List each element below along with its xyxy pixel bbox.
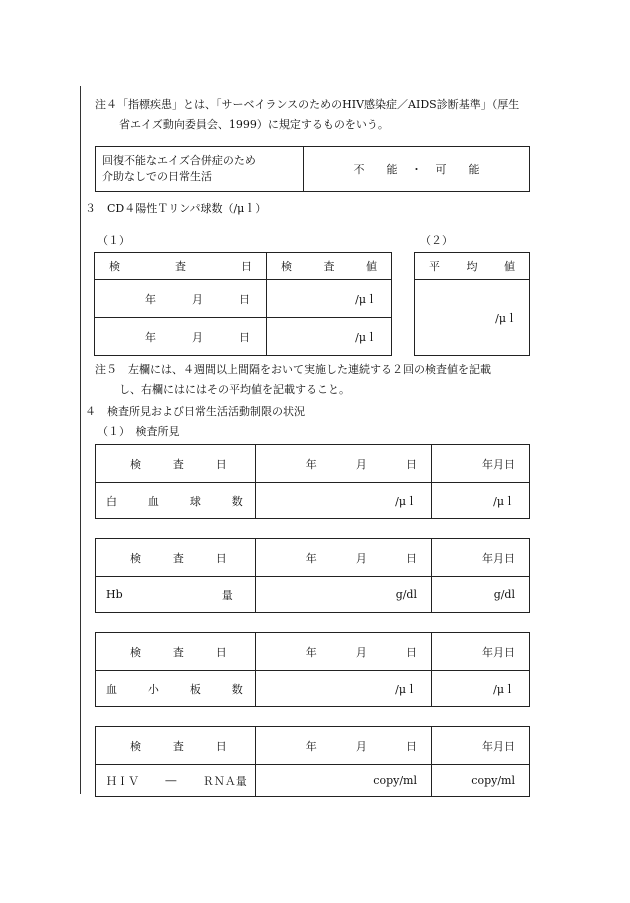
option-dot: ・	[411, 163, 422, 176]
label-char: 量	[221, 588, 233, 602]
h-char: 日	[241, 260, 252, 273]
section-3-title: ３ CD４陽性Ｔリンパ球数（/μｌ）	[85, 202, 267, 215]
month-label: 月	[493, 739, 504, 753]
h-char: 検	[130, 457, 141, 471]
lab-value-2[interactable]	[432, 765, 530, 797]
lab-date-label	[96, 633, 256, 671]
lab-item-label	[96, 765, 256, 797]
lab-table-hb	[95, 538, 530, 613]
h-char: 値	[504, 260, 515, 273]
unit-label: /μｌ	[495, 311, 517, 325]
year-label: 年	[145, 292, 156, 306]
label-char: 血	[106, 682, 117, 696]
recovery-table	[95, 146, 530, 192]
label-char: 球	[189, 494, 201, 508]
label-char: Hb	[106, 588, 123, 601]
h-char: 査	[323, 260, 335, 273]
cd4-value-1[interactable]	[267, 280, 392, 318]
lab-item-label	[96, 671, 256, 707]
h-char: 検	[109, 260, 120, 273]
h-char: 査	[172, 739, 184, 753]
lab-value-1[interactable]	[255, 671, 431, 707]
lab-table-wbc	[95, 444, 530, 519]
label-char: ＲＮＡ量	[202, 774, 247, 788]
month-label: 月	[355, 551, 367, 565]
month-label: 月	[192, 330, 203, 344]
h-char: 査	[172, 457, 184, 471]
lab-item-label	[96, 483, 256, 519]
note-4-line1: 注４「指標疾患」とは、｢サーベイランスのためのHIV感染症／AIDS診断基準｣（厚生	[95, 98, 520, 111]
left-margin-rule	[80, 86, 81, 794]
day-label: 日	[504, 645, 515, 659]
year-label: 年	[482, 739, 493, 753]
label-char: ―	[165, 774, 177, 787]
cd4-date-2[interactable]	[95, 318, 267, 356]
h-char: 検	[130, 551, 141, 565]
cd4-table	[94, 252, 392, 356]
cd4-value-2[interactable]	[267, 318, 392, 356]
note-5-line1: 注５ 左欄には、４週間以上間隔をおいて実施した連続する２回の検査値を記載	[95, 363, 491, 376]
lab-date-2[interactable]	[432, 727, 530, 765]
h-char: 平	[429, 260, 440, 273]
option-no[interactable]: 不 能	[353, 163, 398, 176]
label-char: 数	[231, 682, 243, 696]
year-label: 年	[482, 457, 493, 471]
lab-date-2[interactable]	[432, 445, 530, 483]
h-char: 検	[130, 739, 141, 753]
day-label: 日	[239, 330, 250, 344]
h-char: 日	[215, 645, 227, 659]
year-label: 年	[305, 551, 317, 565]
section-3-sub1: （１）	[97, 234, 130, 247]
lab-date-1[interactable]	[255, 539, 431, 577]
day-label: 日	[406, 457, 417, 471]
label-char: 板	[189, 682, 201, 696]
lab-date-1[interactable]	[255, 633, 431, 671]
month-label: 月	[355, 457, 367, 471]
year-label: 年	[482, 645, 493, 659]
unit-label: g/dl	[395, 588, 417, 601]
year-label: 年	[305, 645, 317, 659]
lab-date-label	[96, 539, 256, 577]
h-char: 査	[175, 260, 186, 273]
lab-date-2[interactable]	[432, 633, 530, 671]
lab-value-1[interactable]	[255, 765, 431, 797]
lab-date-label	[96, 445, 256, 483]
note-5	[95, 360, 545, 400]
lab-date-2[interactable]	[432, 539, 530, 577]
recovery-label	[96, 147, 304, 192]
year-label: 年	[305, 739, 317, 753]
day-label: 日	[504, 457, 515, 471]
cd4-average-table	[414, 252, 530, 356]
option-yes[interactable]: 可 能	[435, 163, 480, 176]
note-4	[95, 95, 545, 135]
unit-label: /μｌ	[493, 494, 515, 508]
label-char: 数	[231, 494, 243, 508]
unit-label: /μｌ	[355, 292, 377, 306]
lab-value-2[interactable]	[432, 671, 530, 707]
label-char: 小	[147, 682, 159, 696]
year-label: 年	[305, 457, 317, 471]
year-label: 年	[145, 330, 156, 344]
section-4-sub: （１） 検査所見	[97, 425, 180, 438]
cd4-col-date	[95, 253, 267, 280]
h-char: 日	[215, 739, 227, 753]
lab-table-platelet	[95, 632, 530, 707]
h-char: 査	[172, 551, 184, 565]
unit-label: /μｌ	[395, 494, 417, 508]
unit-label: copy/ml	[471, 774, 515, 787]
unit-label: g/dl	[493, 588, 515, 601]
h-char: 検	[281, 260, 292, 273]
month-label: 月	[355, 645, 367, 659]
day-label: 日	[239, 292, 250, 306]
lab-value-2[interactable]	[432, 577, 530, 613]
day-label: 日	[406, 645, 417, 659]
recovery-options[interactable]	[304, 147, 530, 192]
recovery-label-line2: 介助なしでの日常生活	[102, 170, 212, 183]
day-label: 日	[504, 739, 515, 753]
h-char: 値	[366, 260, 377, 273]
month-label: 月	[192, 292, 203, 306]
lab-table-hiv-rna	[95, 726, 530, 797]
year-label: 年	[482, 551, 493, 565]
cd4-col-avg	[415, 253, 530, 280]
month-label: 月	[493, 457, 504, 471]
unit-label: /μｌ	[395, 682, 417, 696]
recovery-label-line1: 回復不能なエイズ合併症のため	[102, 154, 256, 167]
lab-value-1[interactable]	[255, 483, 431, 519]
h-char: 日	[215, 551, 227, 565]
day-label: 日	[406, 739, 417, 753]
month-label: 月	[493, 551, 504, 565]
lab-value-1[interactable]	[255, 577, 431, 613]
month-label: 月	[355, 739, 367, 753]
lab-date-label	[96, 727, 256, 765]
cd4-col-value	[267, 253, 392, 280]
lab-date-1[interactable]	[255, 727, 431, 765]
month-label: 月	[493, 645, 504, 659]
cd4-average-value[interactable]	[415, 280, 530, 356]
note-5-line2: し、右欄にはにはその平均値を記載すること。	[119, 383, 350, 396]
unit-label: /μｌ	[355, 330, 377, 344]
h-char: 均	[466, 260, 478, 273]
h-char: 査	[172, 645, 184, 659]
note-4-line2: 省エイズ動向委員会、1999）に規定するものをいう。	[119, 118, 389, 131]
lab-value-2[interactable]	[432, 483, 530, 519]
label-char: 血	[147, 494, 159, 508]
day-label: 日	[406, 551, 417, 565]
section-4-title: ４ 検査所見および日常生活活動制限の状況	[85, 405, 305, 418]
label-char: ＨＩＶ	[106, 774, 139, 788]
day-label: 日	[504, 551, 515, 565]
lab-item-label	[96, 577, 256, 613]
h-char: 日	[215, 457, 227, 471]
label-char: 白	[106, 494, 117, 508]
h-char: 検	[130, 645, 141, 659]
cd4-date-1[interactable]	[95, 280, 267, 318]
section-3-sub2: （２）	[420, 234, 453, 247]
unit-label: /μｌ	[493, 682, 515, 696]
lab-date-1[interactable]	[255, 445, 431, 483]
unit-label: copy/ml	[373, 774, 417, 787]
